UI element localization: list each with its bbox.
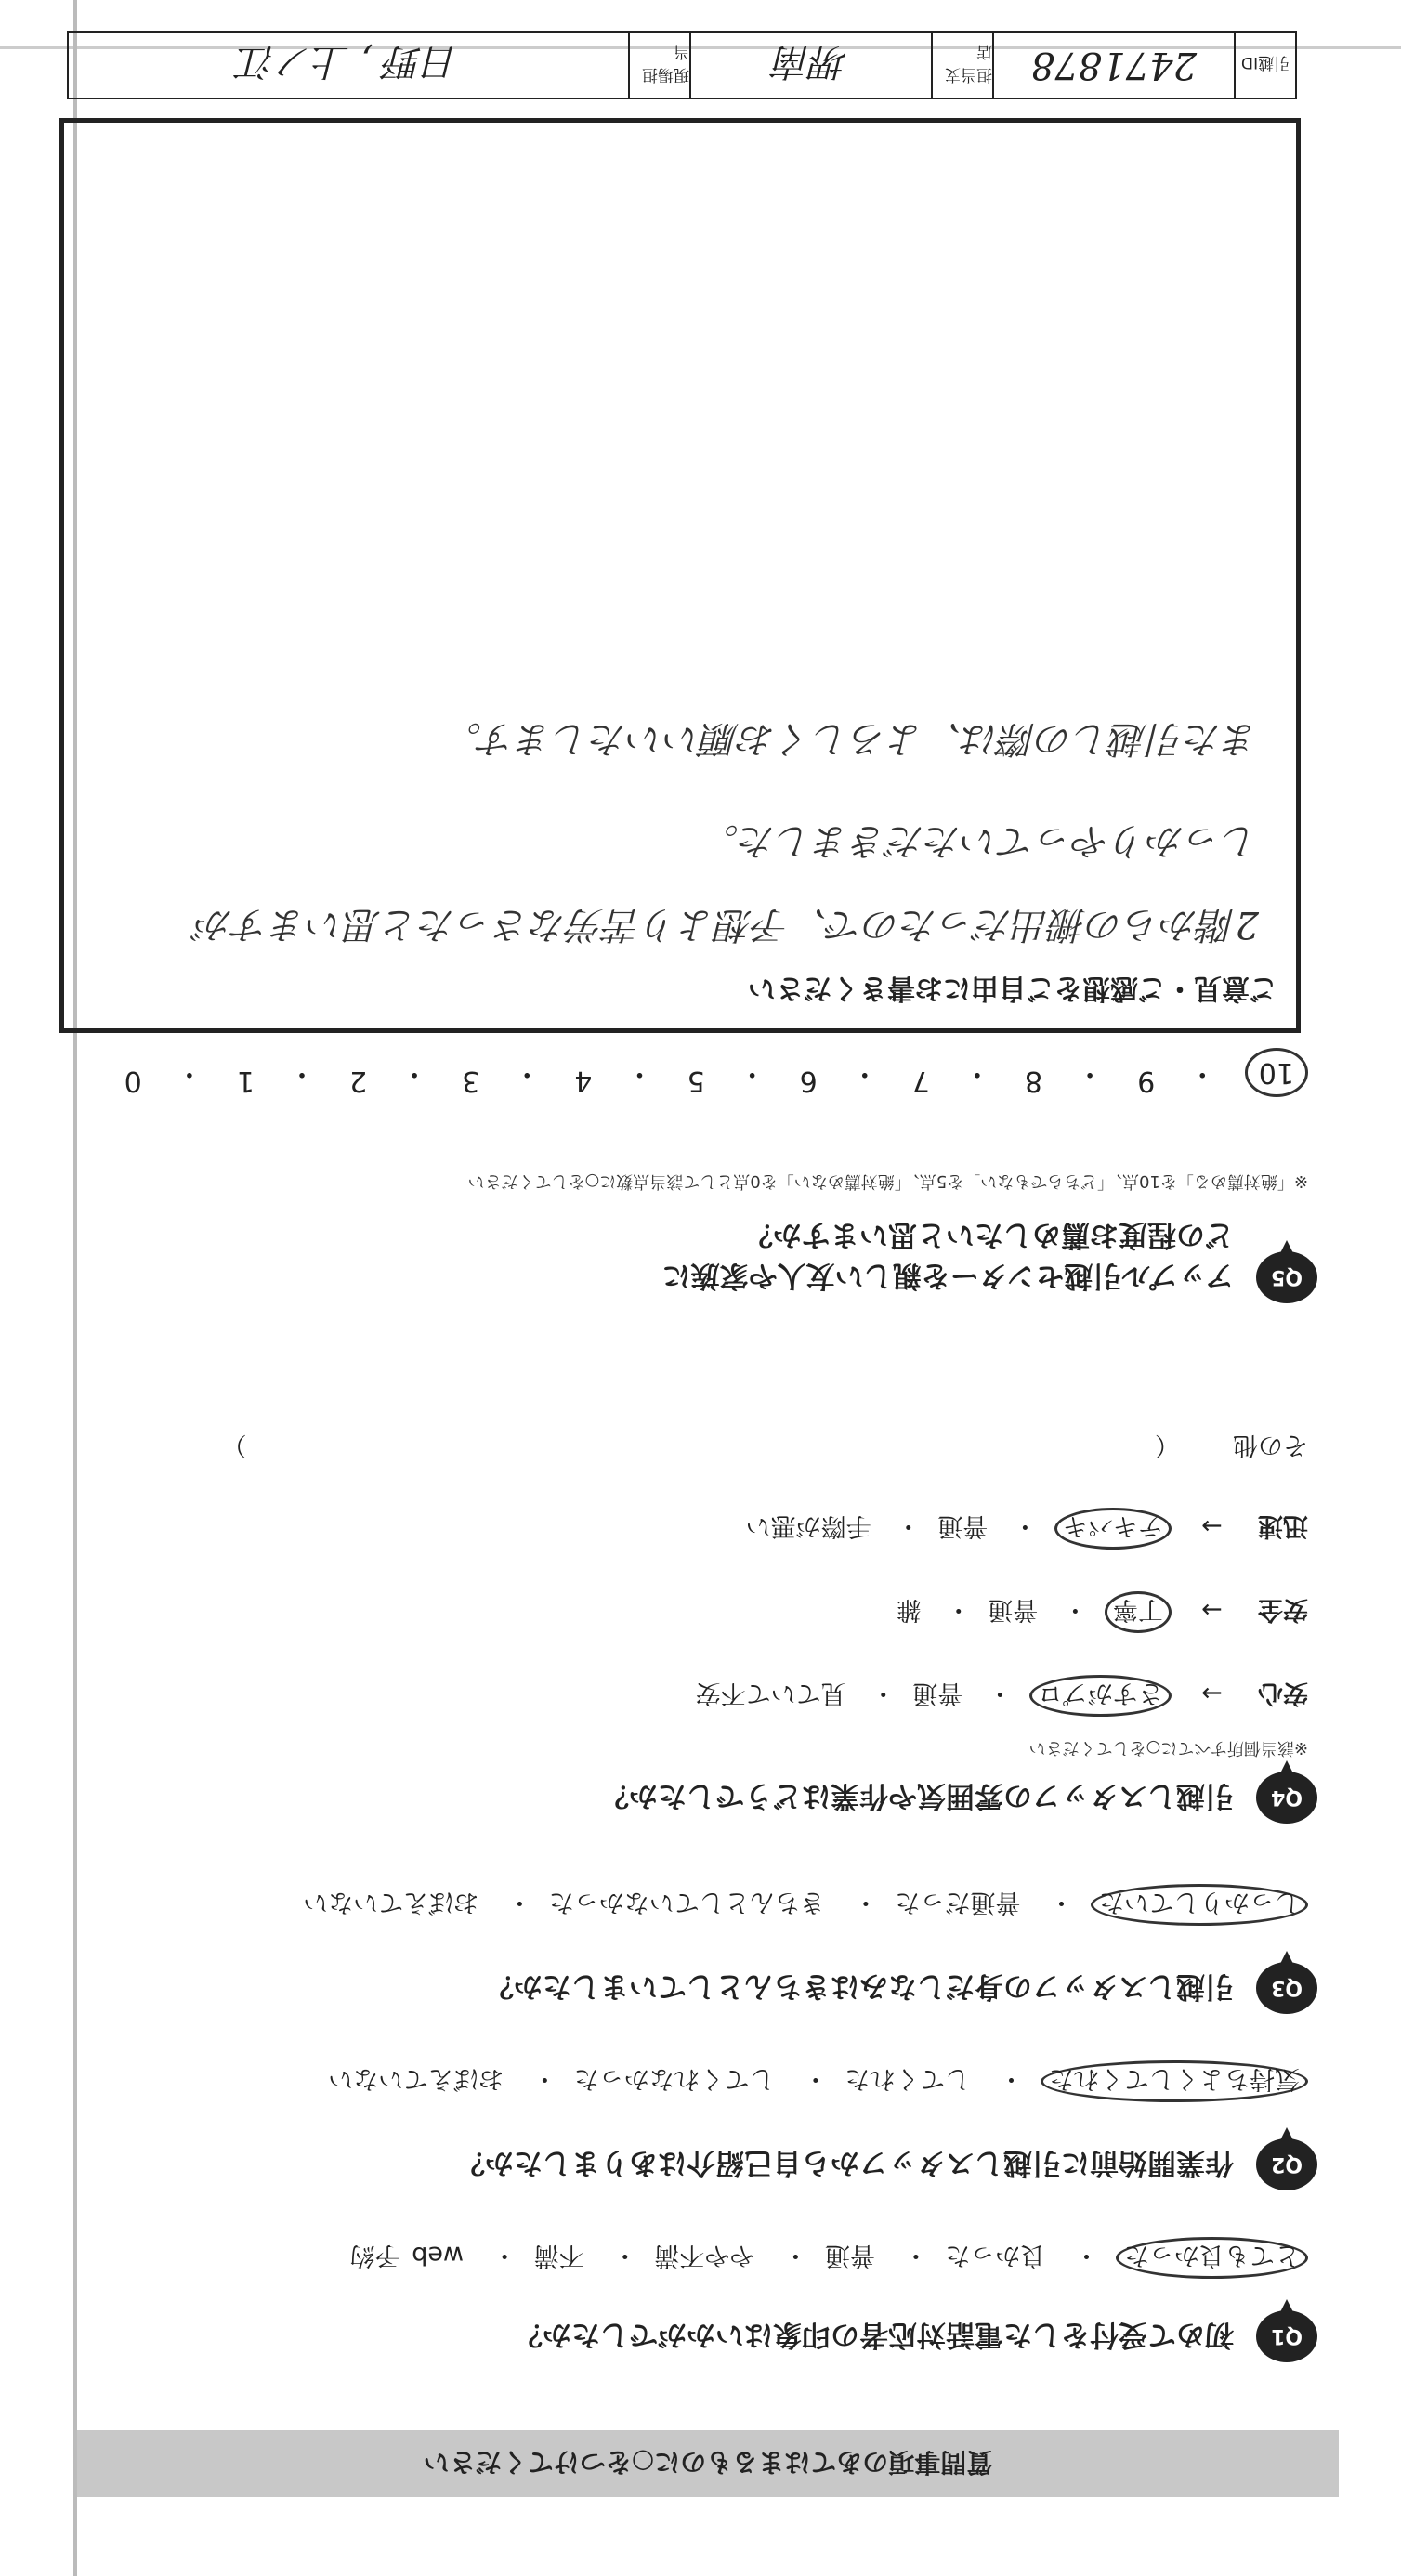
q5-score[interactable]: 9: [1137, 1065, 1156, 1097]
q4-other-close: ）: [221, 1431, 247, 1459]
q4-other-open: （: [1154, 1431, 1180, 1459]
branch-label: 担当支店: [931, 33, 992, 98]
q5-score[interactable]: 8: [1024, 1065, 1043, 1097]
q5-score[interactable]: 2: [349, 1065, 368, 1097]
q4-note: ※該当個所すべてに○をしてください: [1028, 1738, 1308, 1758]
instructions-banner: 質問事項のあてはまるものに○をつけてください: [77, 2430, 1339, 2497]
comment-title: ご意見・ご感想をご自由にお書きください: [748, 972, 1277, 1004]
q2-option[interactable]: おぼえていない: [328, 2064, 504, 2093]
q4-row-label: 安全: [1258, 1595, 1308, 1624]
q4-row-jinsoku: 迅速 → テキパキ・ 普通・ 手際が悪い: [746, 1508, 1308, 1550]
comment-line: しっかりやっていただきました。: [701, 819, 1259, 862]
q2-option[interactable]: 気持ちよくしてくれた: [1041, 2060, 1308, 2102]
q2-text: 作業開始前に引越しスタッフから自己紹介はありましたか？: [456, 2146, 1234, 2179]
comment-line: 2階からの搬出だったので、予想より苦労なさったと思いますが: [195, 903, 1259, 946]
q4-text: 引越しスタッフの雰囲気や作業はどうでしたか？: [600, 1779, 1234, 1812]
q4-other-label: その他: [1233, 1431, 1308, 1459]
q4-option[interactable]: 手際が悪い: [745, 1511, 871, 1540]
q4-badge: Q4: [1256, 1772, 1317, 1824]
q5-note: ※「絶対薦める」を10点、「どちらでもない」を5点、「絶対薦めない」を0点として該当点数に○をしてください: [467, 1171, 1308, 1191]
q2-option[interactable]: してくれた: [845, 2064, 971, 2093]
q5-score[interactable]: 5: [687, 1065, 705, 1097]
q1-option[interactable]: 普通: [824, 2241, 875, 2269]
q4-option[interactable]: 普通: [912, 1679, 963, 1707]
id-label: 引越ID: [1234, 33, 1295, 98]
q2-badge: Q2: [1256, 2138, 1317, 2190]
q1-option[interactable]: 良かった: [945, 2241, 1046, 2269]
q5-badge: Q5: [1256, 1251, 1317, 1303]
q1-text: 初めて受付をした電話対応者の印象はいかがでしたか？: [514, 2318, 1234, 2351]
arrow-right-icon: →: [1201, 1511, 1223, 1540]
q4-option[interactable]: 丁寧: [1105, 1591, 1172, 1633]
branch-value: 堺南: [689, 33, 931, 98]
q3-option[interactable]: きちんとしていなかった: [548, 1888, 825, 1916]
q5-scale: 10 ・ 9 ・ 8 ・ 7 ・ 6 ・ 5 ・ 4 ・ 3 ・ 2 ・ 1 ・ 0: [119, 1048, 1308, 1097]
q4-option[interactable]: テキパキ: [1054, 1508, 1172, 1550]
q5-score[interactable]: 6: [799, 1065, 818, 1097]
q5-score[interactable]: 0: [124, 1065, 142, 1097]
q1-option[interactable]: 不満: [533, 2241, 584, 2269]
q4-option[interactable]: 雑: [896, 1595, 922, 1624]
q3-options: しっかりしていた・ 普通だった・ きちんとしていなかった・ おぼえていない: [303, 1884, 1308, 1926]
q4-row-label: 迅速: [1258, 1511, 1308, 1540]
q5-score[interactable]: 3: [462, 1065, 480, 1097]
q5-line1: アップル引越センターを親しい友人や家族に: [661, 1259, 1234, 1292]
q4-other: [137, 1430, 1308, 1466]
q1-badge: Q1: [1256, 2310, 1317, 2362]
q5-score[interactable]: 1: [236, 1065, 255, 1097]
q5-line2: どの程度お薦めしたいと思いますか？: [744, 1218, 1234, 1251]
q3-option[interactable]: 普通だった: [895, 1888, 1021, 1916]
arrow-right-icon: →: [1201, 1595, 1223, 1624]
q1-option[interactable]: web 予約: [349, 2241, 465, 2269]
q5-score[interactable]: 7: [911, 1065, 930, 1097]
q3-option[interactable]: しっかりしていた: [1091, 1884, 1308, 1926]
q1-option[interactable]: やや不満: [654, 2241, 755, 2269]
q2-options: 気持ちよくしてくれた・ してくれた・ してくれなかった・ おぼえていない: [328, 2060, 1308, 2102]
q5-score[interactable]: 4: [574, 1065, 593, 1097]
comment-line: また引越しの際は、よろしくお願いいたします。: [444, 717, 1259, 760]
arrow-right-icon: →: [1201, 1679, 1223, 1707]
q4-row-label: 安心: [1258, 1679, 1308, 1707]
q4-option[interactable]: 普通: [937, 1511, 989, 1540]
header-bar: [67, 31, 1297, 99]
staff-value: 日野 , 上ノ江: [237, 40, 460, 84]
q5-score[interactable]: 10: [1245, 1048, 1308, 1097]
q2-option[interactable]: してくれなかった: [573, 2064, 775, 2093]
q1-option[interactable]: とても良かった: [1116, 2237, 1308, 2279]
comment-box[interactable]: [59, 118, 1301, 1033]
q4-option[interactable]: 普通: [988, 1595, 1039, 1624]
q1-options: とても良かった・ 良かった・ 普通・ やや不満・ 不満・ web 予約: [350, 2237, 1308, 2279]
id-value: 2471878: [992, 33, 1234, 98]
q3-badge: Q3: [1256, 1962, 1317, 2014]
q4-row-anzen: 安全 → 丁寧・ 普通・ 雑: [897, 1591, 1308, 1633]
staff-label: 現場担当: [628, 33, 689, 98]
q4-option[interactable]: 見ていて不安: [695, 1679, 846, 1707]
q4-row-anshin: 安心 → さすがプロ・ 普通・ 見ていて不安: [696, 1675, 1308, 1717]
q3-option[interactable]: おぼえていない: [303, 1888, 479, 1916]
q4-option[interactable]: さすがプロ: [1029, 1675, 1172, 1717]
q3-text: 引越しスタッフの身だしなみはきちんとしていましたか？: [485, 1969, 1234, 2003]
